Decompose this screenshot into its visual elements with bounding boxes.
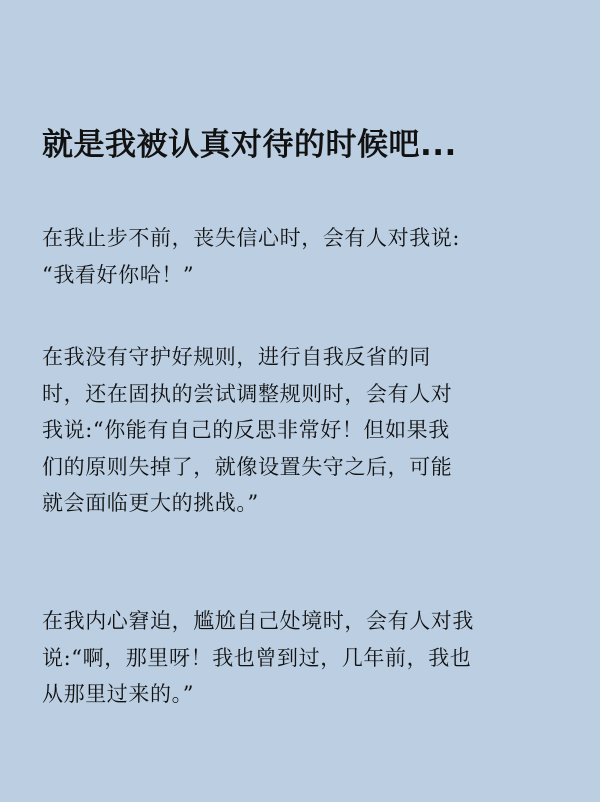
paragraph-2 — [42, 339, 452, 522]
paragraph-3 — [42, 603, 474, 713]
paragraph-line: 在我没有守护好规则，进行自我反省的同 — [42, 345, 431, 369]
paragraph-line: 我说:“你能有自己的反思非常好！但如果我 — [42, 418, 450, 442]
paragraph-1 — [42, 220, 460, 293]
paragraph-line: 说:“啊，那里呀！我也曾到过，几年前，我也 — [42, 645, 472, 670]
paragraph-line: 就会面临更大的挑战。” — [42, 491, 259, 515]
paragraph-line: 从那里过来的。” — [42, 682, 195, 706]
paragraph-line: 在我内心窘迫，尴尬自己处境时，会有人对我 — [42, 609, 474, 633]
paragraph-line: “我看好你哈！” — [42, 262, 195, 287]
paragraph-line: 在我止步不前，丧失信心时，会有人对我说: — [42, 226, 461, 250]
paragraph-line: 们的原则失掉了，就像设置失守之后，可能 — [42, 454, 453, 479]
page-title: 就是我被认真对待的时候吧... — [42, 127, 457, 163]
paragraph-line: 时，还在固执的尝试调整规则时，会有人对 — [42, 381, 453, 406]
